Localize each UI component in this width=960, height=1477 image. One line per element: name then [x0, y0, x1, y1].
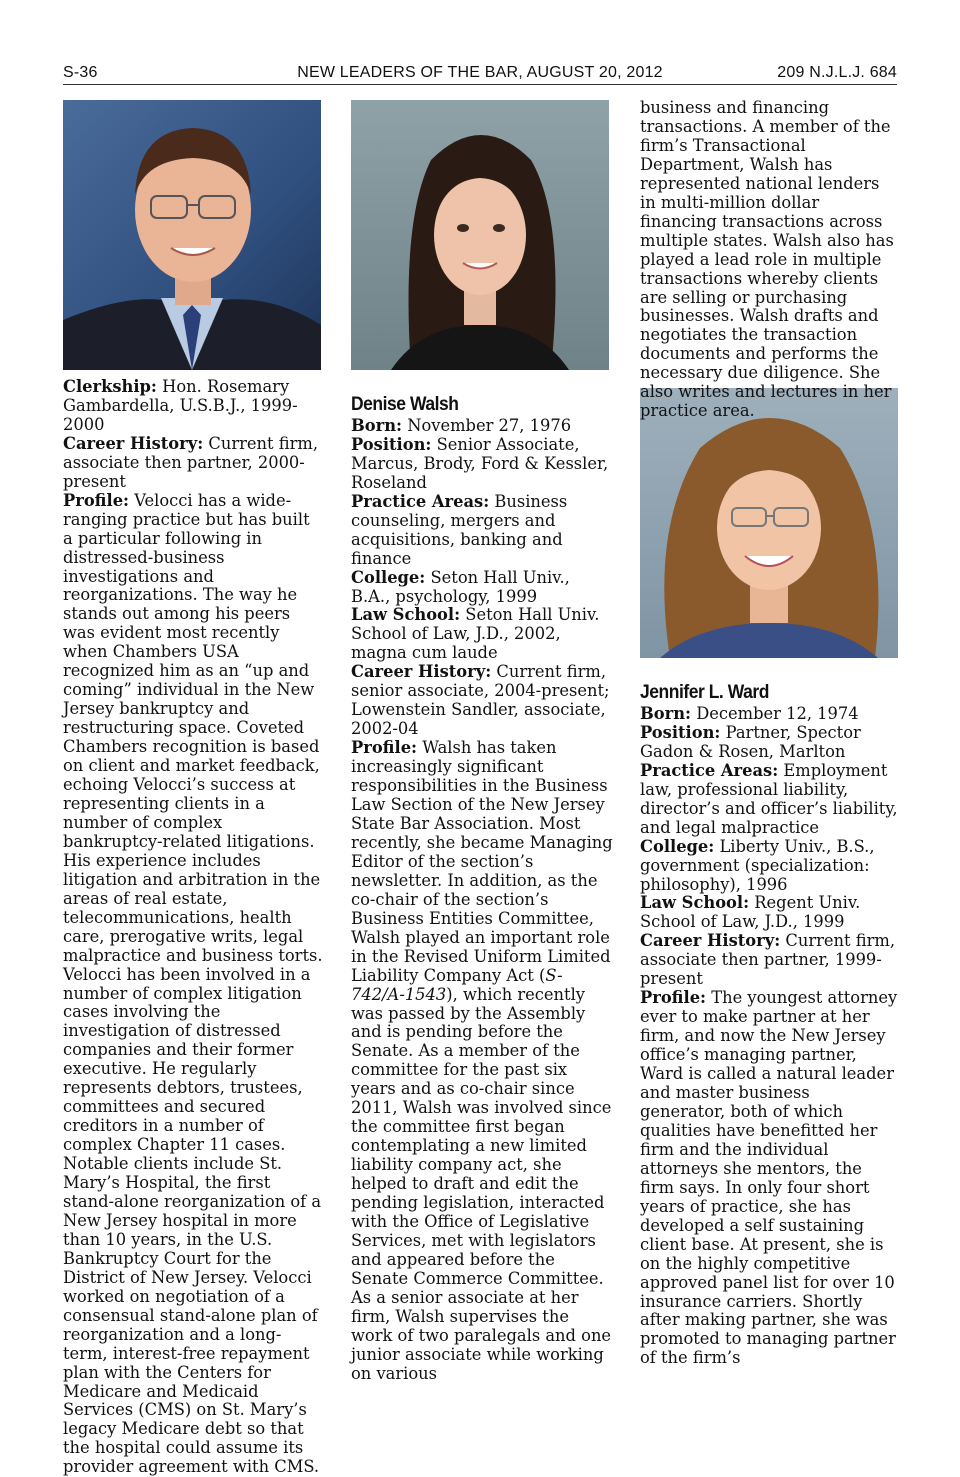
practice-areas-label: Practice Areas: — [351, 491, 490, 511]
practice-areas-text: Business counseling, mergers and acquisitions, banking and finance — [351, 491, 568, 568]
profile-text: The youngest attorney ever to make partner at her firm, and now the New Jersey office’s managing partner, Ward is called a natural leader and master business generator, both of which qualities have benefitted her firm and the individual attorneys she mentors, the firm says. In only four short years of practice, she has developed a self sustaining client base. At present, she is on the highly competitive approved panel list for over 10 insurance carriers. Shortly after making partner, she was promoted to managing partner of the firm’s — [640, 988, 898, 1368]
continued-text: business and financing transactions. A member of the firm’s Transactional Department, Walsh has represented national lenders in multi-million dollar financing transactions across multiple states. Walsh also has played a lead role in multiple transactions whereby clients are selling or purchasing businesses. Walsh drafts and negotiates the transaction documents and performs the necessary due diligence. She also writes and lectures in her practice area. — [640, 98, 894, 421]
profile-label: Profile: — [351, 738, 418, 758]
college-text: Seton Hall Univ., B.A., psychology, 1999 — [351, 567, 570, 606]
career-history-label: Career History: — [63, 433, 204, 453]
law-school-text: Seton Hall Univ. School of Law, J.D., 2002, magna cum laude — [351, 605, 600, 663]
page-number: S-36 — [63, 64, 98, 81]
ward-profile-column — [640, 684, 900, 1368]
born-text: December 12, 1974 — [691, 703, 859, 723]
walsh-name: Denise Walsh — [351, 394, 459, 415]
walsh-portrait — [351, 100, 609, 370]
profile-label: Profile: — [63, 490, 130, 510]
walsh-profile-column — [351, 396, 613, 1384]
practice-areas-text: Employment law, professional liability, director’s and officer’s liability, and legal malpractice — [640, 760, 898, 837]
career-history-text: Current firm, senior associate, 2004-present; Lowenstein Sandler, associate, 2002-04 — [351, 662, 610, 739]
bill-number: S-742/A-1543 — [351, 965, 563, 1004]
walsh-profile-continued — [640, 99, 900, 421]
velocci-profile-column — [63, 378, 323, 1477]
position-text: Partner, Spector Gadon & Rosen, Marlton — [640, 722, 861, 761]
born-label: Born: — [351, 415, 403, 435]
born-text: November 27, 1976 — [402, 415, 572, 435]
profile-text-a: Walsh has taken increasingly significant responsibilities in the Business Law Section of the New Jersey State Bar Association. Most recently, she became Managing Editor of the section’s newsletter. In addition, as the co-chair of the section’s Business Entities Committee, Walsh played an important role in the Revised Uniform Limited Liability Company Act ( — [351, 738, 613, 985]
citation: 209 N.J.L.J. 684 — [777, 64, 897, 81]
college-text: Liberty Univ., B.S., government (specialization: philosophy), 1996 — [640, 836, 875, 894]
clerkship-text: Hon. Rosemary Gambardella, U.S.B.J., 1999-2000 — [63, 377, 298, 434]
ward-name: Jennifer L. Ward — [640, 682, 769, 703]
career-history-label: Career History: — [351, 662, 492, 682]
law-school-label: Law School: — [351, 605, 461, 625]
career-history-label: Career History: — [640, 931, 781, 951]
position-label: Position: — [640, 722, 721, 742]
velocci-portrait — [63, 100, 321, 370]
law-school-text: Regent Univ. School of Law, J.D., 1999 — [640, 893, 861, 932]
ward-portrait — [640, 388, 898, 658]
clerkship-label: Clerkship: — [63, 377, 157, 396]
born-label: Born: — [640, 703, 692, 723]
profile-text-b: ), which recently was passed by the Assembly and is pending before the Senate. As a member of the committee for the past six years and as co-chair since 2011, Walsh was involved since the committee first began contemplating a new limited liability company act, she helped to draft and edit the pending legislation, interacted with the Office of Legislative Services, met with legislators and appeared before the Senate Commerce Committee. As a senior associate at her firm, Walsh supervises the work of two paralegals and one junior associate while working on various — [351, 984, 612, 1383]
college-label: College: — [351, 567, 426, 587]
profile-label: Profile: — [640, 988, 707, 1008]
position-label: Position: — [351, 434, 432, 454]
header-rule — [63, 84, 897, 85]
profile-text: Velocci has a wide-ranging practice but has built a particular following in distressed-business investigations and reorganizations. The way he stands out among his peers was evident most recently when Chambers USA recognized him as an “up and coming” individual in the New Jersey bankruptcy and restructuring space. Coveted Chambers recognition is based on client and market feedback, echoing Velocci’s success at representing clients in a number of complex bankruptcy-related litigations. His experience includes litigation and arbitration in the areas of real estate, telecommunications, health care, prerogative writs, legal malpractice and business torts. Velocci has been involved in a number of complex litigation cases involving the investigation of distressed companies and their former executive. He regularly represents debtors, trustees, committees and secured creditors in a number of complex Chapter 11 cases. Notable clients include St. Mary’s Hospital, the first stand-alone reorganization of a New Jersey hospital in more than 10 years, in the U.S. Bankruptcy Court for the District of New Jersey. Velocci worked on negotiation of a consensual stand-alone plan of reorganization and a long-term, interest-free repayment plan with the Centers for Medicare and Medicaid Services (CMS) on St. Mary’s legacy Medicare debt so that the hospital could assume its provider agreement with CMS. — [63, 490, 323, 1477]
publication-title: NEW LEADERS OF THE BAR, AUGUST 20, 2012 — [297, 64, 663, 81]
position-text: Senior Associate, Marcus, Brody, Ford & Kessler, Roseland — [351, 434, 609, 492]
page-header — [63, 62, 897, 86]
college-label: College: — [640, 836, 715, 856]
career-history-text: Current firm, associate then partner, 2000-present — [63, 433, 318, 491]
career-history-text: Current firm, associate then partner, 1999-present — [640, 931, 895, 989]
law-school-label: Law School: — [640, 893, 750, 913]
practice-areas-label: Practice Areas: — [640, 760, 779, 780]
